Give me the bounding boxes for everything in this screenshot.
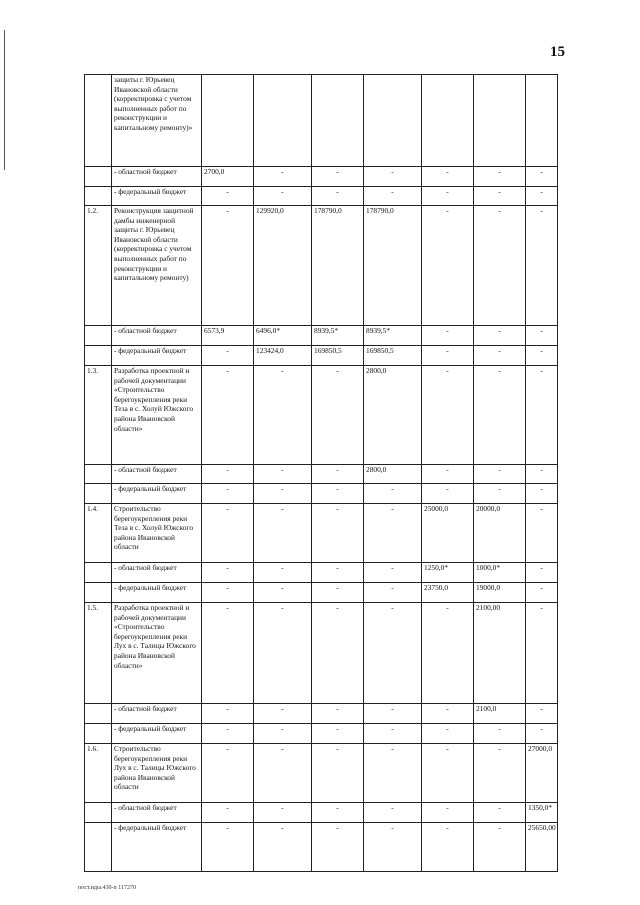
row-index: 1.5. — [85, 603, 112, 704]
value-cell: - — [526, 504, 558, 563]
value-cell: - — [364, 724, 422, 744]
value-cell: - — [364, 744, 422, 803]
funding-table — [84, 74, 558, 872]
table-row — [85, 704, 558, 724]
value-cell: - — [202, 206, 254, 326]
value-cell: - — [364, 823, 422, 872]
value-cell: 6496,0* — [254, 326, 312, 346]
value-cell: - — [422, 366, 474, 465]
value-cell: - — [364, 803, 422, 823]
value-cell: - — [312, 744, 364, 803]
row-description: - федеральный бюджет — [112, 346, 202, 366]
value-cell: - — [474, 744, 526, 803]
row-description: - областной бюджет — [112, 465, 202, 484]
row-description: - областной бюджет — [112, 326, 202, 346]
row-index — [85, 563, 112, 583]
value-cell: - — [312, 366, 364, 465]
value-cell: - — [202, 724, 254, 744]
value-cell: - — [422, 603, 474, 704]
row-index — [85, 484, 112, 504]
table-row — [85, 206, 558, 326]
value-cell: - — [254, 366, 312, 465]
value-cell: - — [526, 167, 558, 187]
value-cell: - — [312, 504, 364, 563]
value-cell: - — [202, 803, 254, 823]
value-cell: - — [312, 465, 364, 484]
row-index — [85, 724, 112, 744]
value-cell: - — [422, 167, 474, 187]
value-cell: 6573,9 — [202, 326, 254, 346]
value-cell: - — [474, 206, 526, 326]
value-cell: - — [526, 603, 558, 704]
value-cell: - — [202, 346, 254, 366]
table-row — [85, 563, 558, 583]
value-cell: - — [254, 504, 312, 563]
row-index: 1.3. — [85, 366, 112, 465]
value-cell: - — [202, 603, 254, 704]
value-cell: 8939,5* — [312, 326, 364, 346]
row-description: Строительство берегоукрепления реки Теза в с. Холуй Южского района Ивановской области — [112, 504, 202, 563]
value-cell: - — [422, 206, 474, 326]
value-cell — [526, 75, 558, 167]
value-cell: - — [312, 167, 364, 187]
value-cell: - — [526, 206, 558, 326]
row-index — [85, 326, 112, 346]
value-cell: - — [526, 366, 558, 465]
value-cell: - — [474, 465, 526, 484]
row-description: - областной бюджет — [112, 563, 202, 583]
value-cell: - — [202, 187, 254, 206]
value-cell: - — [474, 724, 526, 744]
value-cell — [254, 75, 312, 167]
scan-edge-line — [4, 30, 5, 170]
row-index — [85, 167, 112, 187]
value-cell: - — [312, 484, 364, 504]
value-cell: 169850,5 — [312, 346, 364, 366]
value-cell: - — [312, 583, 364, 603]
value-cell: - — [422, 187, 474, 206]
value-cell: - — [422, 484, 474, 504]
value-cell: - — [254, 583, 312, 603]
value-cell: - — [526, 704, 558, 724]
value-cell: - — [254, 823, 312, 872]
value-cell: - — [254, 603, 312, 704]
value-cell: - — [526, 326, 558, 346]
value-cell: - — [254, 465, 312, 484]
row-index — [85, 346, 112, 366]
value-cell: 20000,0 — [474, 504, 526, 563]
row-index — [85, 803, 112, 823]
value-cell: - — [422, 326, 474, 346]
row-index — [85, 187, 112, 206]
document-footer-code: пост.иды.430-п 117270 — [78, 885, 136, 891]
value-cell: - — [202, 563, 254, 583]
value-cell: 23750,0 — [422, 583, 474, 603]
value-cell: - — [474, 167, 526, 187]
row-index: 1.4. — [85, 504, 112, 563]
value-cell: - — [422, 465, 474, 484]
table-row — [85, 823, 558, 872]
row-description: - федеральный бюджет — [112, 583, 202, 603]
value-cell: - — [202, 744, 254, 803]
value-cell: - — [312, 823, 364, 872]
value-cell: 2700,0 — [202, 167, 254, 187]
table-row — [85, 504, 558, 563]
value-cell: - — [364, 603, 422, 704]
value-cell: - — [254, 187, 312, 206]
value-cell: 178790,0 — [312, 206, 364, 326]
row-index — [85, 704, 112, 724]
value-cell: - — [526, 346, 558, 366]
value-cell: 25000,0 — [422, 504, 474, 563]
value-cell: 123424,0 — [254, 346, 312, 366]
value-cell: - — [202, 484, 254, 504]
value-cell: - — [526, 583, 558, 603]
value-cell: - — [422, 346, 474, 366]
table-row — [85, 187, 558, 206]
value-cell: - — [202, 583, 254, 603]
value-cell: - — [422, 803, 474, 823]
value-cell: 2800,0 — [364, 366, 422, 465]
table-row — [85, 724, 558, 744]
row-description: - федеральный бюджет — [112, 823, 202, 872]
value-cell: - — [312, 603, 364, 704]
value-cell: - — [364, 504, 422, 563]
value-cell: - — [474, 187, 526, 206]
value-cell: - — [312, 563, 364, 583]
row-description: - областной бюджет — [112, 704, 202, 724]
value-cell — [202, 75, 254, 167]
row-description: - федеральный бюджет — [112, 724, 202, 744]
row-index — [85, 75, 112, 167]
value-cell: 8939,5* — [364, 326, 422, 346]
row-index — [85, 823, 112, 872]
value-cell: - — [364, 583, 422, 603]
value-cell — [474, 75, 526, 167]
value-cell: - — [254, 167, 312, 187]
table-row — [85, 326, 558, 346]
value-cell: - — [526, 484, 558, 504]
value-cell — [364, 75, 422, 167]
page-number: 15 — [550, 44, 565, 60]
value-cell: - — [254, 803, 312, 823]
row-description: Реконструкция защитной дамбы инженерной защиты г. Юрьевец Ивановской области (корректировка с учетом выполненных работ по реконструкции и капитальному ремонту) — [112, 206, 202, 326]
value-cell: - — [312, 187, 364, 206]
table-row — [85, 366, 558, 465]
value-cell: 129920,0 — [254, 206, 312, 326]
row-index: 1.6. — [85, 744, 112, 803]
row-description: - федеральный бюджет — [112, 484, 202, 504]
value-cell: 1250,0* — [422, 563, 474, 583]
value-cell: 1000,0* — [474, 563, 526, 583]
value-cell: - — [312, 704, 364, 724]
row-description: Строительство берегоукрепления реки Лух в с. Талицы Южского района Ивановской области — [112, 744, 202, 803]
value-cell: - — [254, 484, 312, 504]
value-cell: - — [526, 187, 558, 206]
value-cell: 1350,0* — [526, 803, 558, 823]
table-row — [85, 603, 558, 704]
value-cell: 2100,0 — [474, 704, 526, 724]
table-row — [85, 465, 558, 484]
value-cell: - — [422, 724, 474, 744]
value-cell: - — [364, 704, 422, 724]
value-cell: - — [254, 563, 312, 583]
value-cell: - — [474, 326, 526, 346]
value-cell: - — [422, 744, 474, 803]
value-cell: - — [254, 744, 312, 803]
row-description: Разработка проектной и рабочей документации «Строительство берегоукрепления реки Теза в с. Холуй Южского района Ивановской области» — [112, 366, 202, 465]
value-cell: - — [364, 484, 422, 504]
row-description: защиты г. Юрьевец Ивановской области (корректировка с учетом выполненных работ по реконструкции и капитальному ремонту)» — [112, 75, 202, 167]
value-cell: - — [254, 704, 312, 724]
row-index: 1.2. — [85, 206, 112, 326]
value-cell: - — [474, 366, 526, 465]
value-cell: 169850,5 — [364, 346, 422, 366]
value-cell — [422, 75, 474, 167]
value-cell: - — [364, 187, 422, 206]
value-cell: - — [312, 724, 364, 744]
row-description: - федеральный бюджет — [112, 187, 202, 206]
value-cell: 19000,0 — [474, 583, 526, 603]
value-cell: - — [202, 504, 254, 563]
table-row — [85, 75, 558, 167]
value-cell: - — [312, 803, 364, 823]
value-cell: - — [422, 823, 474, 872]
value-cell: - — [254, 724, 312, 744]
value-cell: - — [202, 465, 254, 484]
value-cell: - — [474, 346, 526, 366]
value-cell: - — [202, 704, 254, 724]
value-cell: - — [474, 484, 526, 504]
value-cell: 27000,0 — [526, 744, 558, 803]
table-row — [85, 167, 558, 187]
table-row — [85, 583, 558, 603]
value-cell: - — [364, 167, 422, 187]
value-cell: - — [526, 724, 558, 744]
value-cell: - — [364, 563, 422, 583]
value-cell: 2800,0 — [364, 465, 422, 484]
table-row — [85, 484, 558, 504]
value-cell — [312, 75, 364, 167]
value-cell: 178790,0 — [364, 206, 422, 326]
row-description: - областной бюджет — [112, 167, 202, 187]
row-index — [85, 465, 112, 484]
row-index — [85, 583, 112, 603]
value-cell: - — [474, 823, 526, 872]
value-cell: - — [202, 823, 254, 872]
value-cell: 25650,00 — [526, 823, 558, 872]
value-cell: 2100,00 — [474, 603, 526, 704]
table-row — [85, 744, 558, 803]
value-cell: - — [526, 465, 558, 484]
table-row — [85, 346, 558, 366]
row-description: - областной бюджет — [112, 803, 202, 823]
row-description: Разработка проектной и рабочей документации «Строительство берегоукрепления реки Лух в с. Талицы Южского района Ивановской области» — [112, 603, 202, 704]
value-cell: - — [422, 704, 474, 724]
table-row — [85, 803, 558, 823]
value-cell: - — [202, 366, 254, 465]
value-cell: - — [526, 563, 558, 583]
value-cell: - — [474, 803, 526, 823]
